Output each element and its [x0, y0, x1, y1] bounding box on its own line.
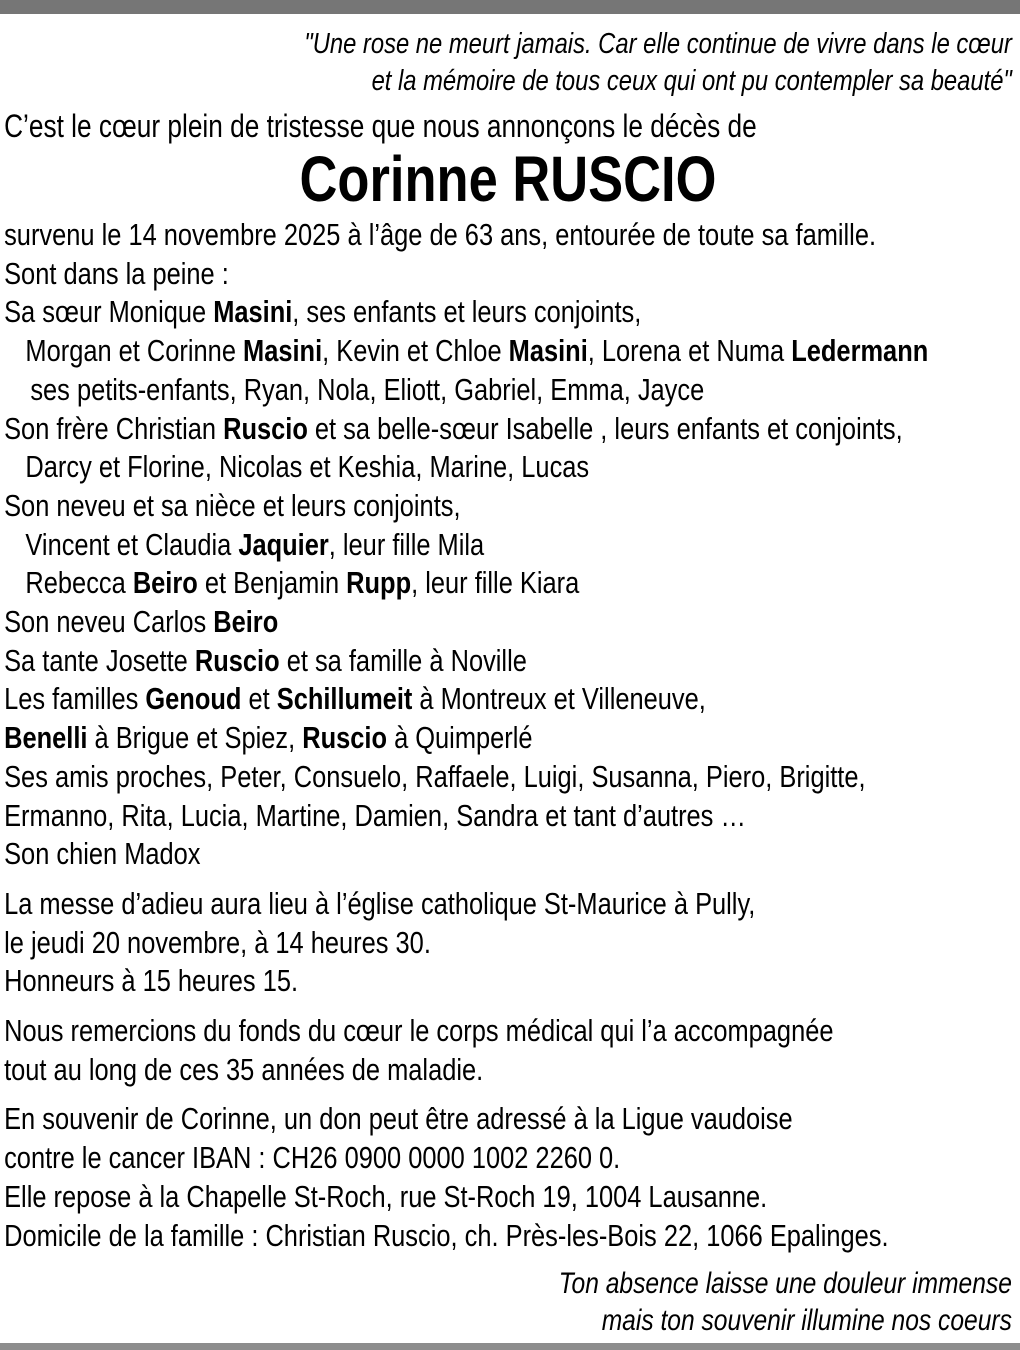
family-text: , Lorena et Numa	[587, 333, 792, 369]
family-text: , leur fille Mila	[328, 526, 485, 562]
family-text: Morgan et Corinne	[25, 333, 244, 369]
mourning-heading: Sont dans la peine :	[4, 255, 229, 291]
family-text: Ermanno, Rita, Lucia, Martine, Damien, Sandra et tant d’autres …	[4, 797, 746, 833]
family-section	[4, 216, 1012, 874]
family-line	[4, 797, 1012, 836]
top-decorative-bar	[0, 0, 1020, 14]
paragraph-line: En souvenir de Corinne, un don peut être adressé à la Ligue vaudoise	[4, 1101, 793, 1137]
paragraph-line: contre le cancer IBAN : CH26 0900 0000 1002 2260 0.	[4, 1140, 621, 1176]
family-surname: Ruscio	[302, 720, 388, 756]
family-text: , leur fille Kiara	[411, 565, 580, 601]
family-text: Les familles	[4, 681, 146, 717]
family-surname: Ruscio	[223, 410, 308, 446]
family-surname: Masini	[243, 333, 323, 369]
family-text: Ses amis proches, Peter, Consuelo, Raffaele, Luigi, Susanna, Piero, Brigitte,	[4, 758, 866, 794]
family-line	[4, 719, 1012, 758]
family-surname: Rupp	[346, 565, 412, 601]
family-text: et	[241, 681, 277, 717]
paragraph-line: Domicile de la famille : Christian Ruscio, ch. Près-les-Bois 22, 1066 Epalinges.	[4, 1217, 889, 1253]
family-text: , Kevin et Chloe	[322, 333, 509, 369]
family-text: et sa belle-sœur Isabelle , leurs enfants et conjoints,	[307, 410, 903, 446]
opening-quote-line-2: et la mémoire de tous ceux qui ont pu contempler sa beauté"	[371, 65, 1012, 97]
family-text: Rebecca	[25, 565, 133, 601]
info-paragraphs	[4, 885, 1012, 1255]
closing-quote-line-1: Ton absence laisse une douleur immense	[558, 1267, 1012, 1301]
paragraph-line: La messe d’adieu aura lieu à l’église catholique St-Maurice à Pully,	[4, 885, 756, 921]
paragraph-line: tout au long de ces 35 années de maladie.	[4, 1051, 484, 1087]
family-list	[4, 293, 1012, 874]
paragraph-line: Honneurs à 15 heures 15.	[4, 963, 299, 999]
family-text: Son chien Madox	[4, 836, 201, 872]
family-surname: Masini	[508, 333, 588, 369]
family-text: Sa tante Josette	[4, 642, 195, 678]
family-line	[4, 487, 1012, 526]
family-line	[4, 603, 1012, 642]
family-text: et sa famille à Noville	[279, 642, 527, 678]
family-surname: Masini	[213, 294, 293, 330]
closing-quote	[4, 1265, 1012, 1339]
family-line	[4, 758, 1012, 797]
closing-quote-line-2: mais ton souvenir illumine nos coeurs	[601, 1304, 1012, 1338]
bottom-decorative-bar	[0, 1343, 1020, 1350]
opening-quote	[4, 14, 1012, 100]
paragraph-line: Elle repose à la Chapelle St-Roch, rue St-Roch 19, 1004 Lausanne.	[4, 1178, 768, 1214]
paragraph-donation-and-repose	[4, 1100, 1012, 1255]
family-line	[4, 410, 1012, 449]
family-text: Darcy et Florine, Nicolas et Keshia, Marine, Lucas	[25, 449, 590, 485]
family-text: , ses enfants et leurs conjoints,	[292, 294, 642, 330]
family-text: ses petits-enfants, Ryan, Nola, Eliott, Gabriel, Emma, Jayce	[30, 371, 705, 407]
family-surname: Ledermann	[791, 333, 929, 369]
family-line	[4, 371, 1012, 410]
family-line	[4, 526, 1012, 565]
family-line	[4, 564, 1012, 603]
deceased-name: Corinne RUSCIO	[299, 143, 717, 215]
family-text: Son neveu Carlos	[4, 604, 214, 640]
family-text: Son neveu et sa nièce et leurs conjoints,	[4, 487, 461, 523]
paragraph-thanks	[4, 1012, 1012, 1089]
family-surname: Schillumeit	[276, 681, 413, 717]
family-text: Sa sœur Monique	[4, 294, 214, 330]
paragraph-line: Nous remercions du fonds du cœur le corps médical qui l’a accompagnée	[4, 1013, 834, 1049]
family-surname: Beiro	[213, 604, 279, 640]
family-line	[4, 835, 1012, 874]
family-surname: Jaquier	[238, 526, 329, 562]
family-surname: Ruscio	[194, 642, 280, 678]
family-line	[4, 293, 1012, 332]
announcement-intro: C’est le cœur plein de tristesse que nous annonçons le décès de	[4, 108, 757, 144]
paragraph-line: le jeudi 20 novembre, à 14 heures 30.	[4, 924, 431, 960]
death-notice-line: survenu le 14 novembre 2025 à l’âge de 63 ans, entourée de toute sa famille.	[4, 217, 877, 252]
family-line	[4, 680, 1012, 719]
notice-content	[0, 14, 1020, 1339]
family-text: et Benjamin	[197, 565, 347, 601]
family-text: Vincent et Claudia	[25, 526, 239, 562]
family-surname: Genoud	[145, 681, 242, 717]
family-surname: Beiro	[132, 565, 198, 601]
family-line	[4, 332, 1012, 371]
family-line	[4, 448, 1012, 487]
family-text: à Brigue et Spiez,	[87, 720, 303, 756]
paragraph-ceremony	[4, 885, 1012, 1001]
family-text: Son frère Christian	[4, 410, 224, 446]
family-surname: Benelli	[4, 720, 88, 756]
opening-quote-line-1: "Une rose ne meurt jamais. Car elle continue de vivre dans le cœur	[304, 28, 1012, 60]
family-line	[4, 642, 1012, 681]
family-text: à Montreux et Villeneuve,	[412, 681, 706, 717]
family-text: à Quimperlé	[387, 720, 533, 756]
